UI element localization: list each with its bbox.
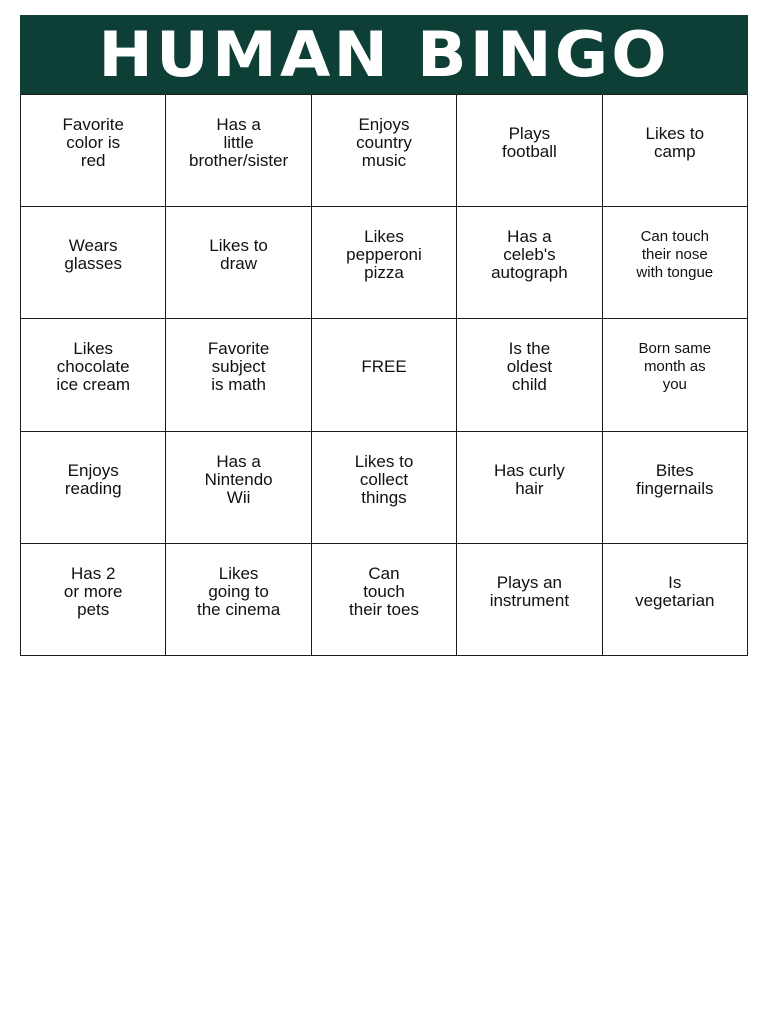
bingo-cell-label: Likes pepperoni pizza: [346, 227, 422, 283]
bingo-cell-label: Likes chocolate ice cream: [56, 339, 131, 395]
bingo-cell-label: Has 2 or more pets: [63, 563, 123, 619]
bingo-cell[interactable]: [166, 544, 311, 656]
bingo-cell[interactable]: [166, 432, 311, 544]
bingo-cell[interactable]: [21, 544, 166, 656]
bingo-cell-label: Can touch their nose with tongue: [636, 228, 714, 282]
bingo-card: [20, 15, 748, 656]
bingo-cell-label: Plays football: [501, 124, 557, 162]
bingo-cell-label: Has a celeb's autograph: [491, 227, 568, 283]
bingo-cell-label: Enjoys country music: [356, 115, 412, 171]
bingo-cell[interactable]: [312, 95, 457, 207]
title-banner: [20, 15, 748, 94]
bingo-cell[interactable]: [312, 207, 457, 319]
bingo-cell[interactable]: [603, 544, 748, 656]
bingo-cell-label: Likes to draw: [209, 236, 268, 274]
bingo-cell[interactable]: [603, 432, 748, 544]
bingo-cell[interactable]: [457, 319, 602, 431]
bingo-cell-label: Can touch their toes: [349, 563, 419, 619]
bingo-cell[interactable]: [312, 544, 457, 656]
bingo-cell[interactable]: [603, 319, 748, 431]
bingo-cell[interactable]: [457, 544, 602, 656]
bingo-cell-label: Likes to collect things: [354, 451, 414, 507]
bingo-cell-label: Favorite subject is math: [207, 339, 270, 395]
free-cell[interactable]: [312, 319, 457, 431]
page-title: HUMAN BINGO: [98, 17, 670, 91]
bingo-cell-label: Likes to camp: [645, 124, 705, 162]
bingo-cell-label: FREE: [361, 357, 407, 377]
bingo-cell[interactable]: [457, 207, 602, 319]
bingo-cell[interactable]: [603, 207, 748, 319]
bingo-cell-label: Enjoys reading: [64, 460, 122, 498]
bingo-cell-label: Has curly hair: [493, 460, 565, 498]
bingo-cell[interactable]: [457, 95, 602, 207]
bingo-cell-label: Favorite color is red: [62, 115, 124, 171]
bingo-cell-label: Likes going to the cinema: [197, 563, 281, 619]
bingo-cell-label: Is the oldest child: [506, 339, 553, 395]
bingo-cell-label: Born same month as you: [638, 340, 712, 394]
bingo-cell-label: Has a Nintendo Wii: [204, 451, 273, 507]
bingo-cell[interactable]: [21, 319, 166, 431]
bingo-cell[interactable]: [21, 432, 166, 544]
bingo-cell-label: Wears glasses: [64, 236, 123, 274]
bingo-cell[interactable]: [166, 95, 311, 207]
bingo-grid: [20, 94, 748, 656]
bingo-cell[interactable]: [21, 95, 166, 207]
bingo-cell[interactable]: [312, 432, 457, 544]
bingo-cell[interactable]: [603, 95, 748, 207]
bingo-cell[interactable]: [166, 319, 311, 431]
bingo-cell[interactable]: [166, 207, 311, 319]
bingo-cell-label: Is vegetarian: [635, 572, 715, 610]
bingo-cell[interactable]: [21, 207, 166, 319]
bingo-cell-label: Plays an instrument: [489, 572, 570, 610]
bingo-cell-label: Has a little brother/sister: [188, 115, 289, 171]
bingo-cell[interactable]: [457, 432, 602, 544]
bingo-cell-label: Bites fingernails: [636, 460, 714, 498]
